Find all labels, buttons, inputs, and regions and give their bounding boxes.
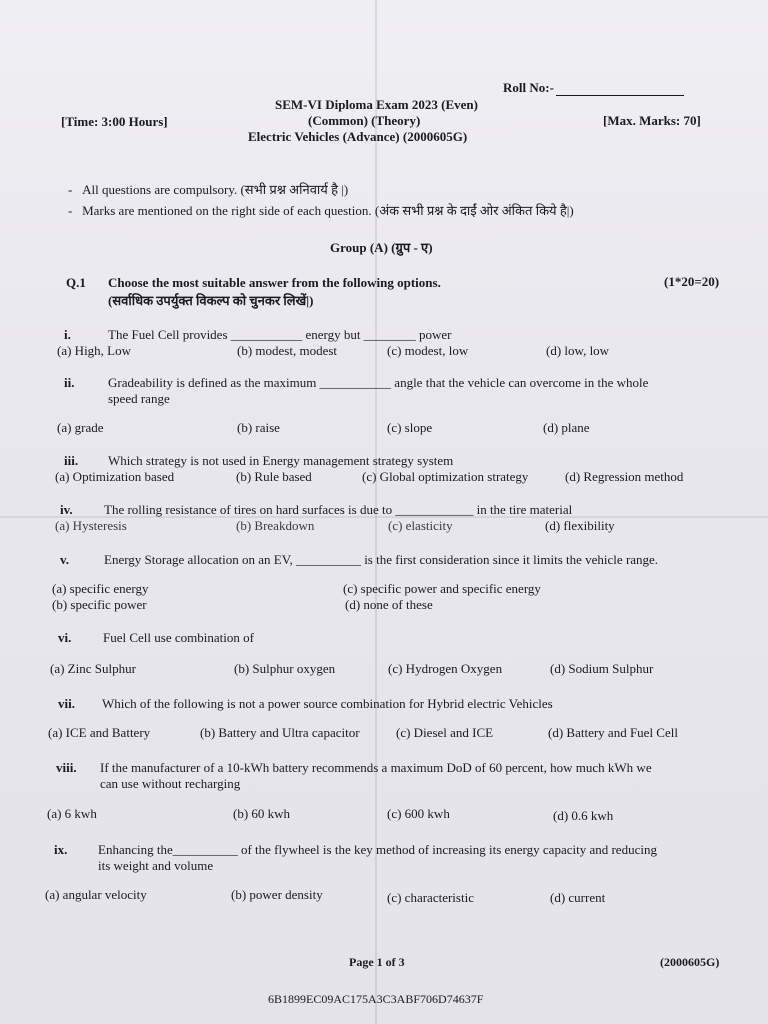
option: (c) modest, low: [387, 343, 469, 358]
option: (a) Zinc Sulphur: [50, 661, 136, 676]
question-text: Energy Storage allocation on an EV, __________ is the first consideration since it limits the vehicle range.: [104, 552, 659, 567]
paper-hash: 6B1899EC09AC175A3C3ABF706D74637F: [268, 992, 484, 1006]
question-text: Which strategy is not used in Energy management strategy system: [108, 453, 454, 468]
option: (d) current: [550, 890, 606, 905]
instruction-2: - Marks are mentioned on the right side of each question. (अंक सभी प्रश्न के दाईं ओर अंकित किये है|): [68, 203, 574, 218]
instruction-2-text: Marks are mentioned on the right side of each question. (अंक सभी प्रश्न के दाईं ओर अंकित किये है|): [82, 203, 574, 218]
option: (c) Diesel and ICE: [396, 725, 494, 740]
option: (c) specific power and specific energy: [343, 581, 541, 596]
option: (c) slope: [387, 420, 433, 435]
option: (a) specific energy: [52, 581, 149, 596]
option: (b) raise: [237, 420, 280, 435]
group-title: Group (A) (ग्रुप - ए): [330, 240, 433, 255]
option: (a) High, Low: [57, 343, 132, 358]
option: (d) plane: [543, 420, 590, 435]
option: (d) flexibility: [545, 518, 615, 533]
time-label: [Time: 3:00 Hours]: [61, 114, 168, 129]
max-marks-label: [Max. Marks: 70]: [603, 113, 701, 128]
question-number: vi.: [58, 630, 72, 645]
option: (b) specific power: [52, 597, 147, 612]
question-text: The Fuel Cell provides ___________ energy but ________ power: [108, 327, 452, 342]
question-text: If the manufacturer of a 10-kWh battery recommends a maximum DoD of 60 percent, how much kWh we: [100, 760, 652, 775]
question-number: ii.: [64, 375, 75, 390]
roll-no-blank: [556, 95, 684, 96]
option: (b) modest, modest: [237, 343, 338, 358]
question-text: Which of the following is not a power source combination for Hybrid electric Vehicles: [102, 696, 553, 711]
option: (a) grade: [57, 420, 104, 435]
question-number: viii.: [56, 760, 77, 775]
option: (d) Regression method: [565, 469, 684, 484]
question-text-continued: can use without recharging: [100, 776, 241, 791]
question-text: Enhancing the__________ of the flywheel is the key method of increasing its energy capacity and reducing: [98, 842, 657, 857]
question-number: i.: [64, 327, 71, 342]
q1-marks: (1*20=20): [664, 274, 720, 289]
exam-common: (Common) (Theory): [308, 113, 421, 128]
q1-text-hindi: (सर्वाधिक उपर्युक्त विकल्प को चुनकर लिखें|): [108, 293, 314, 308]
instruction-1: - All questions are compulsory. (सभी प्रश्न अनिवार्य है |): [68, 182, 349, 197]
option: (d) Battery and Fuel Cell: [548, 725, 678, 740]
option: (a) angular velocity: [45, 887, 147, 902]
option: (a) 6 kwh: [47, 806, 97, 821]
option: (c) elasticity: [388, 518, 453, 533]
option: (b) Battery and Ultra capacitor: [200, 725, 360, 740]
question-text-continued: its weight and volume: [98, 858, 214, 873]
option: (c) 600 kwh: [387, 806, 450, 821]
option: (b) 60 kwh: [233, 806, 291, 821]
page-number: Page 1 of 3: [349, 955, 405, 969]
question-text: Gradeability is defined as the maximum ___________ angle that the vehicle can overcome in the whole: [108, 375, 649, 390]
option: (d) low, low: [546, 343, 610, 358]
option: (c) Hydrogen Oxygen: [388, 661, 503, 676]
option: (a) Hysteresis: [55, 518, 127, 533]
roll-no-label: Roll No:-: [503, 80, 554, 95]
option: (b) Breakdown: [236, 518, 315, 533]
option: (c) characteristic: [387, 890, 474, 905]
option: (b) Rule based: [236, 469, 312, 484]
option: (c) Global optimization strategy: [362, 469, 529, 484]
option: (a) Optimization based: [55, 469, 175, 484]
exam-title: SEM-VI Diploma Exam 2023 (Even): [275, 97, 478, 112]
option: (d) 0.6 kwh: [553, 808, 614, 823]
option: (d) none of these: [345, 597, 433, 612]
roll-no-field: [503, 80, 684, 96]
question-number: iii.: [64, 453, 79, 468]
option: (b) Sulphur oxygen: [234, 661, 336, 676]
subject-title: Electric Vehicles (Advance) (2000605G): [248, 129, 468, 144]
option: (d) Sodium Sulphur: [550, 661, 654, 676]
question-number: vii.: [58, 696, 75, 711]
paper-code: (2000605G): [660, 955, 720, 969]
q1-number: Q.1: [66, 275, 86, 290]
question-number: iv.: [60, 502, 73, 517]
instruction-1-text: All questions are compulsory. (सभी प्रश्न अनिवार्य है |): [82, 182, 349, 197]
question-text: Fuel Cell use combination of: [103, 630, 254, 645]
question-number: v.: [60, 552, 70, 567]
q1-text: Choose the most suitable answer from the following options.: [108, 275, 441, 290]
option: (b) power density: [231, 887, 323, 902]
question-number: ix.: [54, 842, 68, 857]
question-text-continued: speed range: [108, 391, 170, 406]
question-text: The rolling resistance of tires on hard surfaces is due to ____________ in the tire material: [104, 502, 573, 517]
option: (a) ICE and Battery: [48, 725, 151, 740]
